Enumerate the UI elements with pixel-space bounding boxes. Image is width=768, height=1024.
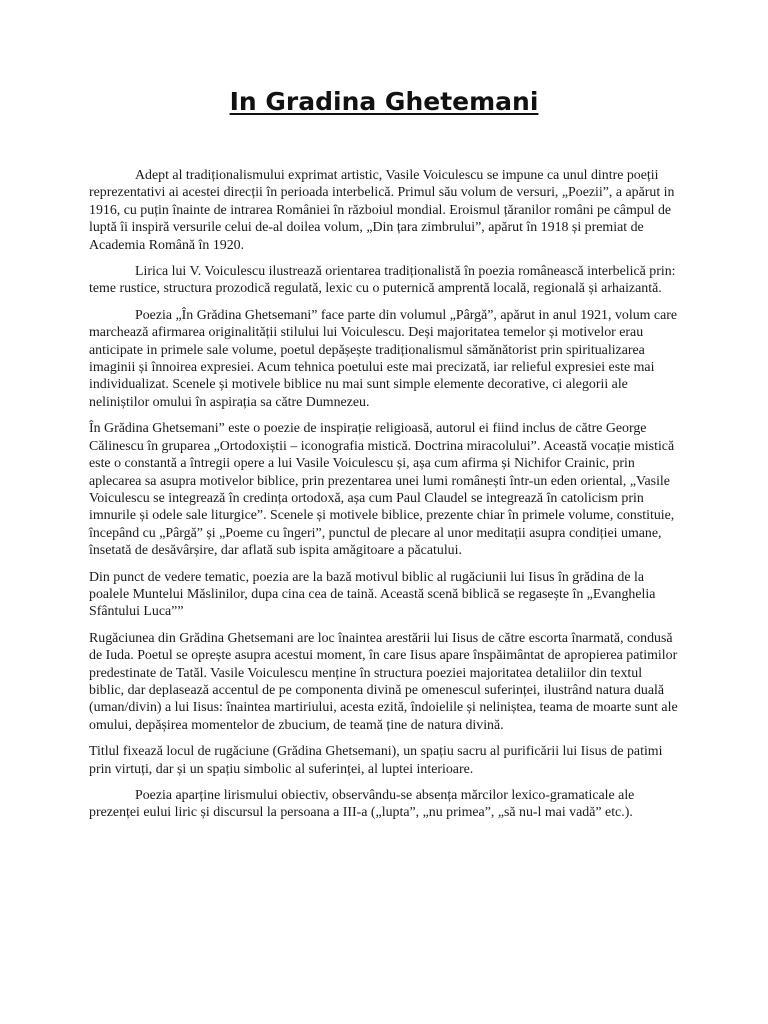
document-title: In Gradina Ghetemani: [229, 87, 539, 116]
document-body: [89, 167, 679, 822]
document-page: [89, 0, 679, 831]
paragraph: Adept al tradiționalismului exprimat artistic, Vasile Voiculescu se impune ca unul dintre poeții reprezentativi ai acestei direcții în perioada interbelică. Primul său volum de versuri, „Poezii”, a apărut in 1916, cu puțin înainte de intrarea României în războiul mondial. Eroismul țăranilor români pe câmpul de luptă îi inspiră versurile celui de-al doilea volum, „Din țara zimbrului”, apărut în 1918 și premiat de Academia Română în 1920.: [89, 168, 675, 253]
paragraph: Din punct de vedere tematic, poezia are la bază motivul biblic al rugăciunii lui Iisus în grădina de la poalele Muntelui Măslinilor, dupa cina cea de taină. Această scenă biblică se regasește în „Evanghelia Sfântului Luca””: [89, 569, 656, 620]
paragraph: În Grădina Ghetsemani” este o poezie de inspirație religioasă, autorul ei fiind inclus de către George Călinescu în gruparea „Ortodoxiștii – iconografia mistică. Doctrina miracolului”. Această vocație mistică este o constantă a întregii opere a lui Vasile Voiculescu și, așa cum afirma și Nichifor Crainic, prin aplecarea sa asupra motivelor biblice, prin prezentarea unei lumi românești într-un eden oriental, „Vasile Voiculescu se integrează în credința ortodoxă, așa cum Paul Claudel se integrează în catolicism prin imnurile și odele sale liturgice”. Scenele și motivele biblice, prezente chiar în primele volume, constituie, începând cu „Pârgă” și „Poeme cu îngeri”, punctul de plecare al unor meditații asupra condiției umane, însetată de desăvârșire, dar aflată sub ispita amăgitoare a păcatului.: [89, 421, 675, 559]
paragraph: Poezia aparține lirismului obiectiv, observându-se absența mărcilor lexico-gramaticale ale prezenței eului liric și discursul la persoana a III-a („lupta”, „nu primea”, „să nu-l mai vadă” etc.).: [89, 788, 635, 821]
paragraph: Titlul fixează locul de rugăciune (Grădina Ghetsemani), un spațiu sacru al purificării lui Iisus de patimi prin virtuți, dar și un spațiu simbolic al suferinței, al luptei interioare.: [89, 744, 663, 777]
paragraph: Poezia „În Grădina Ghetsemani” face parte din volumul „Pârgă”, apărut in anul 1921, volum care marchează afirmarea originalității stilului lui Voiculescu. Deși majoritatea temelor și motivelor erau anticipate in primele sale volume, poetul depășește tradiționalismul sămănătorist prin spiritualizarea imaginii și înnoirea expresiei. Acum tehnica poetului este mai precizată, iar relieful expresiei este mai individualizat. Scenele și motivele biblice nu mai sunt simple elemente decorative, ci alegorii ale neliniștilor omului în aspirația sa către Dumnezeu.: [89, 307, 678, 410]
paragraph: Rugăciunea din Grădina Ghetsemani are loc înaintea arestării lui Iisus de către escorta înarmată, condusă de Iuda. Poetul se oprește asupra acestui moment, în care Iisus apare înspăimântat de apropierea patimilor predestinate de Tatăl. Vasile Voiculescu menține în structura poeziei majoritatea detaliilor din textul biblic, dar deplasează accentul de pe componenta divină pe omenescul suferinței, ilustrând natura duală (uman/divin) a lui Iisus: înaintea martiriului, acesta ezită, îndoielile și neliniștea, teama de moarte sunt ale omului, depășirea momentelor de zbucium, de teamă ține de natura divină.: [89, 630, 678, 733]
paragraph: Lirica lui V. Voiculescu ilustrează orientarea tradiționalistă în poezia românească interbelică prin: teme rustice, structura prozodică regulată, lexic cu o puternică amprentă locală, regională și arhaizantă.: [89, 264, 676, 297]
